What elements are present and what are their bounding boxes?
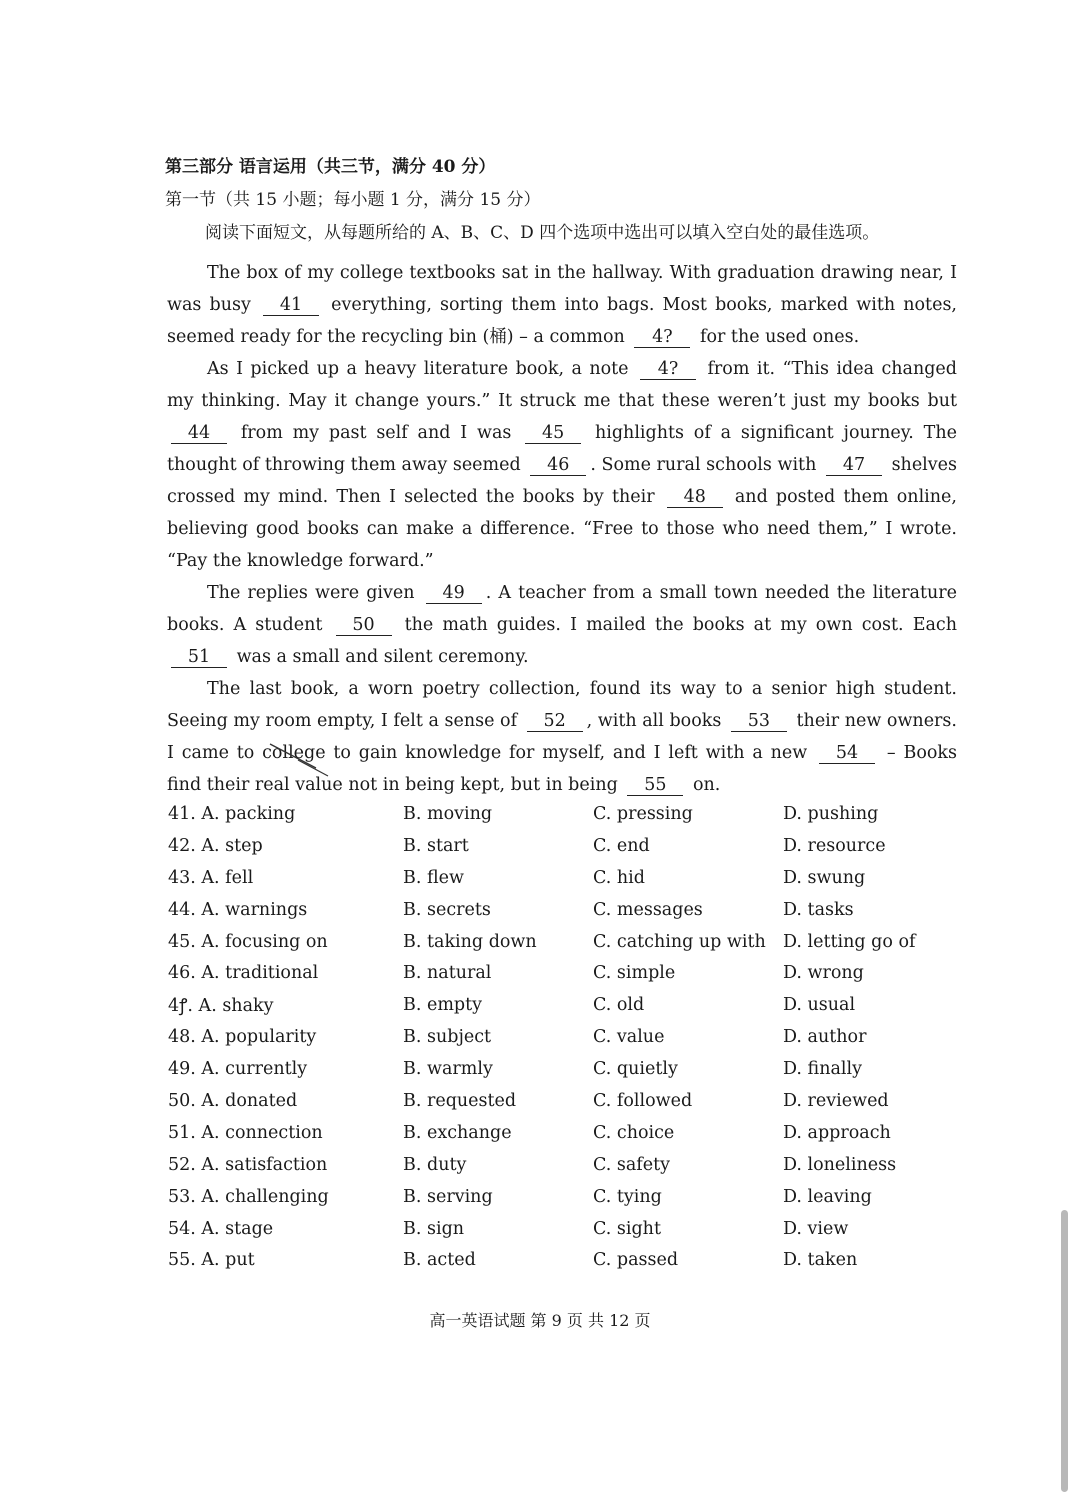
- option-c: C. old: [593, 995, 645, 1016]
- option-c: C. messages: [593, 899, 703, 920]
- pen-strike-mark: [268, 738, 338, 778]
- option-d: D. approach: [783, 1122, 891, 1143]
- option-d: D. author: [783, 1027, 867, 1048]
- option-row: [168, 798, 968, 830]
- option-a: 52. A. satisfaction: [168, 1154, 328, 1175]
- option-c: C. choice: [593, 1122, 675, 1143]
- option-c: C. followed: [593, 1090, 693, 1111]
- blank-45: 45: [525, 423, 581, 444]
- option-c: C. hid: [593, 867, 645, 888]
- blank-55: 55: [627, 775, 683, 796]
- option-b: B. empty: [403, 995, 483, 1016]
- paragraph-2: As I picked up a heavy literature book, a note 4? from it. “This idea changed my thinking. May it change yours.” It struck me that these weren’t just my books but 44 from my past self and I was 45 highlights of a significant journey. The thought of throwing them away seemed 46 . Some rural schools with 47 shelves crossed my mind. Then I selected the books by their 48 and posted them online, believing good books can make a difference. “Free to those who need them,” I wrote. “Pay the knowledge forward.”: [167, 359, 958, 571]
- blank-53: 53: [731, 711, 787, 732]
- page-footer: 高一英语试题 第 9 页 共 12 页: [429, 1311, 651, 1330]
- option-b: B. taking down: [403, 931, 537, 952]
- option-row: [168, 1213, 968, 1245]
- vertical-scrollbar[interactable]: [1061, 1210, 1068, 1492]
- option-row: [168, 1053, 968, 1085]
- option-d: D. taken: [783, 1250, 858, 1271]
- option-d: D. view: [783, 1218, 849, 1239]
- option-c: C. safety: [593, 1154, 671, 1175]
- option-a: 49. A. currently: [168, 1059, 308, 1080]
- option-c: C. passed: [593, 1250, 679, 1271]
- option-b: B. secrets: [403, 899, 491, 920]
- option-b: B. moving: [403, 803, 493, 824]
- option-d: D. resource: [783, 835, 886, 856]
- option-a: 53. A. challenging: [168, 1186, 329, 1207]
- option-b: B. serving: [403, 1186, 493, 1207]
- option-a: 4ꝭ. A. shaky: [168, 996, 274, 1017]
- blank-46: 46: [530, 455, 586, 476]
- blank-42: 4?: [634, 327, 690, 348]
- blank-51: 51: [171, 647, 227, 668]
- option-row: [168, 894, 968, 926]
- blank-52: 52: [527, 711, 583, 732]
- blank-49: 49: [426, 583, 482, 604]
- blank-47: 47: [826, 455, 882, 476]
- option-d: D. leaving: [783, 1186, 872, 1207]
- option-row: [168, 862, 968, 894]
- option-c: C. catching up with: [593, 931, 766, 952]
- option-row: [168, 1085, 968, 1117]
- paragraph-3: The replies were given 49 . A teacher from a small town needed the literature books. A student 50 the math guides. I mailed the books at my own cost. Each 51 was a small and silent ceremony.: [167, 583, 957, 667]
- blank-50: 50: [336, 615, 392, 636]
- option-row: [168, 1021, 968, 1053]
- option-row: [168, 830, 968, 862]
- option-d: D. letting go of: [783, 931, 916, 952]
- option-d: D. wrong: [783, 963, 864, 984]
- option-b: B. warmly: [403, 1059, 493, 1080]
- blank-54: 54: [819, 743, 875, 764]
- paragraph-1: The box of my college textbooks sat in the hallway. With graduation drawing near, I was busy 41 everything, sorting them into bags. Most books, marked with notes, seemed ready for the recycling bin (桶) – a common 4? for the used ones.: [167, 263, 957, 347]
- section-title: 第一节（共 15 小题；每小题 1 分，满分 15 分）: [165, 190, 541, 210]
- paragraph-4: The last book, a worn poetry collection, found its way to a senior high student. Seeing my room empty, I felt a sense of 52 , with all books 53 their new owners. I came to college to gain knowledge for myself, and I left with a new 54 – Books find their real value not in being kept, but in being 55 on.: [167, 679, 957, 795]
- option-d: D. tasks: [783, 899, 854, 920]
- option-row: [168, 1117, 968, 1149]
- option-a: 50. A. donated: [168, 1090, 298, 1111]
- instructions: 阅读下面短文，从每题所给的 A、B、C、D 四个选项中选出可以填入空白处的最佳选项。: [205, 223, 880, 243]
- option-b: B. sign: [403, 1218, 465, 1239]
- blank-44: 44: [171, 423, 227, 444]
- option-c: C. end: [593, 835, 650, 856]
- option-b: B. exchange: [403, 1122, 512, 1143]
- option-b: B. acted: [403, 1250, 476, 1271]
- option-b: B. natural: [403, 963, 492, 984]
- option-a: 44. A. warnings: [168, 899, 308, 920]
- option-b: B. duty: [403, 1154, 467, 1175]
- option-row: [168, 1181, 968, 1213]
- option-d: D. swung: [783, 867, 866, 888]
- option-row: [168, 926, 968, 958]
- option-a: 43. A. fell: [168, 867, 254, 888]
- option-a: 54. A. stage: [168, 1218, 274, 1239]
- option-d: D. loneliness: [783, 1154, 897, 1175]
- option-c: C. pressing: [593, 803, 693, 824]
- part-title: 第三部分 语言运用（共三节，满分 40 分）: [165, 157, 496, 177]
- option-row: [168, 989, 968, 1021]
- blank-43: 4?: [640, 359, 696, 380]
- option-b: B. requested: [403, 1090, 517, 1111]
- option-row: [168, 1149, 968, 1181]
- option-a: 41. A. packing: [168, 803, 296, 824]
- option-c: C. quietly: [593, 1059, 678, 1080]
- blank-48: 48: [667, 487, 723, 508]
- option-row: [168, 957, 968, 989]
- option-d: D. reviewed: [783, 1090, 889, 1111]
- option-c: C. simple: [593, 963, 676, 984]
- option-a: 45. A. focusing on: [168, 931, 328, 952]
- option-a: 42. A. step: [168, 835, 263, 856]
- option-a: 46. A. traditional: [168, 963, 319, 984]
- option-row: [168, 1244, 968, 1276]
- cloze-passage: [167, 257, 957, 801]
- blank-41: 41: [263, 295, 319, 316]
- option-a: 48. A. popularity: [168, 1027, 317, 1048]
- option-d: D. finally: [783, 1059, 862, 1080]
- option-d: D. usual: [783, 995, 856, 1016]
- option-c: C. sight: [593, 1218, 661, 1239]
- option-d: D. pushing: [783, 803, 879, 824]
- option-b: B. subject: [403, 1027, 492, 1048]
- option-a: 55. A. put: [168, 1250, 255, 1271]
- option-c: C. tying: [593, 1186, 662, 1207]
- option-b: B. start: [403, 835, 469, 856]
- option-c: C. value: [593, 1027, 665, 1048]
- option-a: 51. A. connection: [168, 1122, 323, 1143]
- option-b: B. flew: [403, 867, 464, 888]
- answer-options: [168, 798, 968, 1276]
